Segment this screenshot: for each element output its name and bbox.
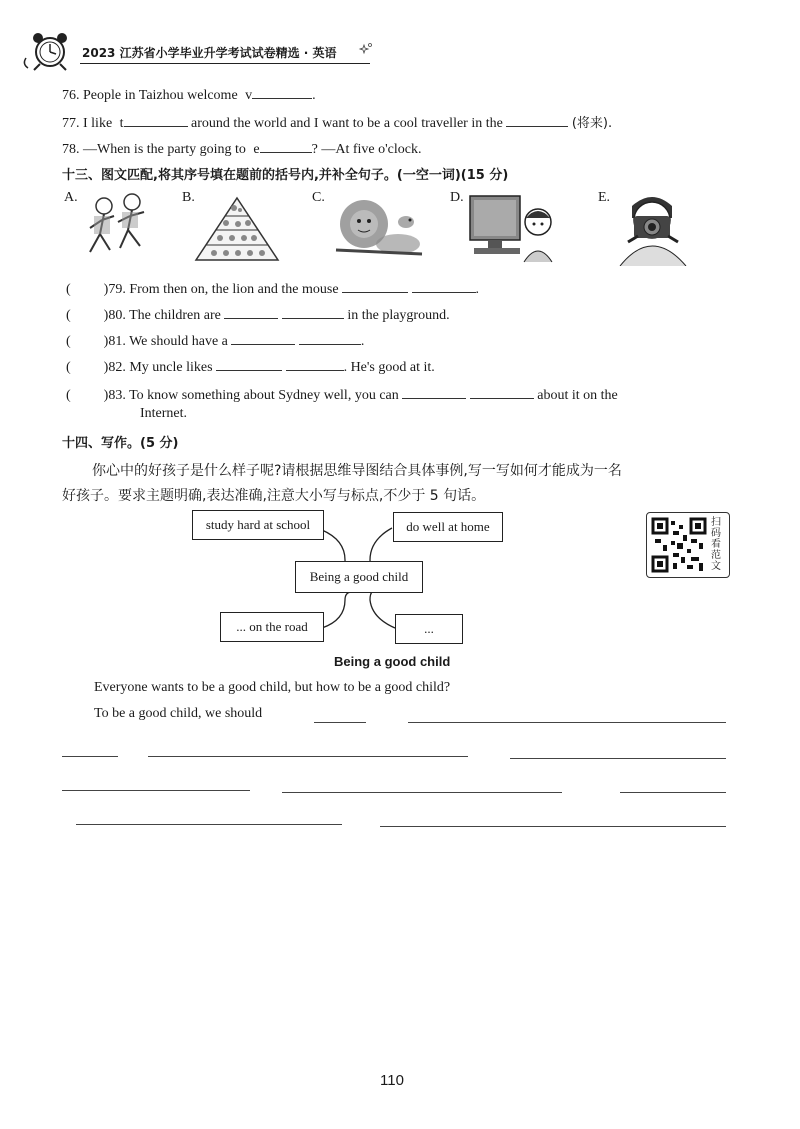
q76-hint: v [245,88,253,103]
picture-label-c: C. [312,190,325,205]
item-80-tail: in the playground. [347,308,450,323]
qr-code-label: 扫码看范文 [711,517,721,572]
picture-label-a: A. [64,190,78,205]
q77-hint: t [119,116,124,131]
qr-code[interactable] [646,512,730,578]
essay-title: Being a good child [334,654,451,669]
header-title: 2023 江苏省小学毕业升学考试试卷精选 · 英语 [82,46,337,60]
section-14-heading: 十四、写作。(5 分) [62,436,179,451]
item-81-paren: ( [66,334,71,349]
essay-line-1: Everyone wants to be a good child, but how to be a good child? [94,680,451,695]
picture-label-d: D. [450,190,464,205]
item-81-tail: . [360,334,365,349]
item-83-text: 83. To know something about Sydney well, you can [108,388,399,403]
item-83-tail: about it on the [537,388,618,403]
section-13-heading: 十三、图文匹配,将其序号填在题前的括号内,并补全句子。(一空一词)(15 分) [62,168,509,183]
essay-line-2: To be a good child, we should [94,706,263,721]
section-14-instruction-1: 你心中的好孩子是什么样子呢?请根据思维导图结合具体事例,写一写如何才能成为一名 [92,463,622,479]
writing-line-4b[interactable] [380,826,726,827]
question-76: 76. People in Taizhou welcome v . [62,84,316,104]
page-number: 110 [380,1072,404,1089]
item-82-close: ) [103,360,109,375]
item-83-close: ) [103,388,109,403]
writing-line-3b[interactable] [282,792,562,793]
q76-text: 76. People in Taizhou welcome [62,88,238,103]
q78-hint: e [253,142,260,157]
item-80-text: 80. The children are [108,308,221,323]
writing-line-1b[interactable] [408,722,726,723]
item-82-tail: . He's good at it. [343,360,435,375]
mindmap-box-top-right: do well at home [393,512,503,542]
item-82-text: 82. My uncle likes [108,360,213,375]
writing-line-1a[interactable] [314,722,366,723]
item-79-tail: . [475,282,480,297]
writing-line-3a[interactable] [62,790,250,791]
item-81-text: 81. We should have a [108,334,228,349]
mindmap-box-top-left: study hard at school [192,510,324,540]
qr-code-icon [651,517,707,573]
writing-line-2c[interactable] [510,758,726,759]
section-14-instruction-2: 好孩子。要求主题明确,表达准确,注意大小写与标点,不少于 5 句话。 [62,488,486,504]
q78-text-b: ? —At five o'clock. [311,142,422,157]
mindmap-box-bottom-right: ... [395,614,463,644]
item-83-continuation: Internet. [140,406,188,421]
item-83-paren: ( [66,388,71,403]
writing-line-2b[interactable] [148,756,468,757]
mindmap-box-center: Being a good child [295,561,423,593]
picture-label-b: B. [182,190,195,205]
item-82-paren: ( [66,360,71,375]
item-80-close: ) [103,308,109,323]
writing-line-4a[interactable] [76,824,342,825]
mindmap-box-bottom-left: ... on the road [220,612,324,642]
item-81-close: ) [103,334,109,349]
item-80-paren: ( [66,308,71,323]
q77-text-a: 77. I like [62,116,113,131]
writing-line-3c[interactable] [620,792,726,793]
picture-label-e: E. [598,190,611,205]
q78-text-a: 78. —When is the party going to [62,142,246,157]
item-79-text: 79. From then on, the lion and the mouse [108,282,339,297]
q77-text-b: around the world and I want to be a cool traveller in the [191,116,503,131]
item-79-close: ) [103,282,109,297]
item-79-paren: ( [66,282,71,297]
writing-line-2a[interactable] [62,756,118,757]
q77-cn-hint: (将来). [571,116,613,131]
